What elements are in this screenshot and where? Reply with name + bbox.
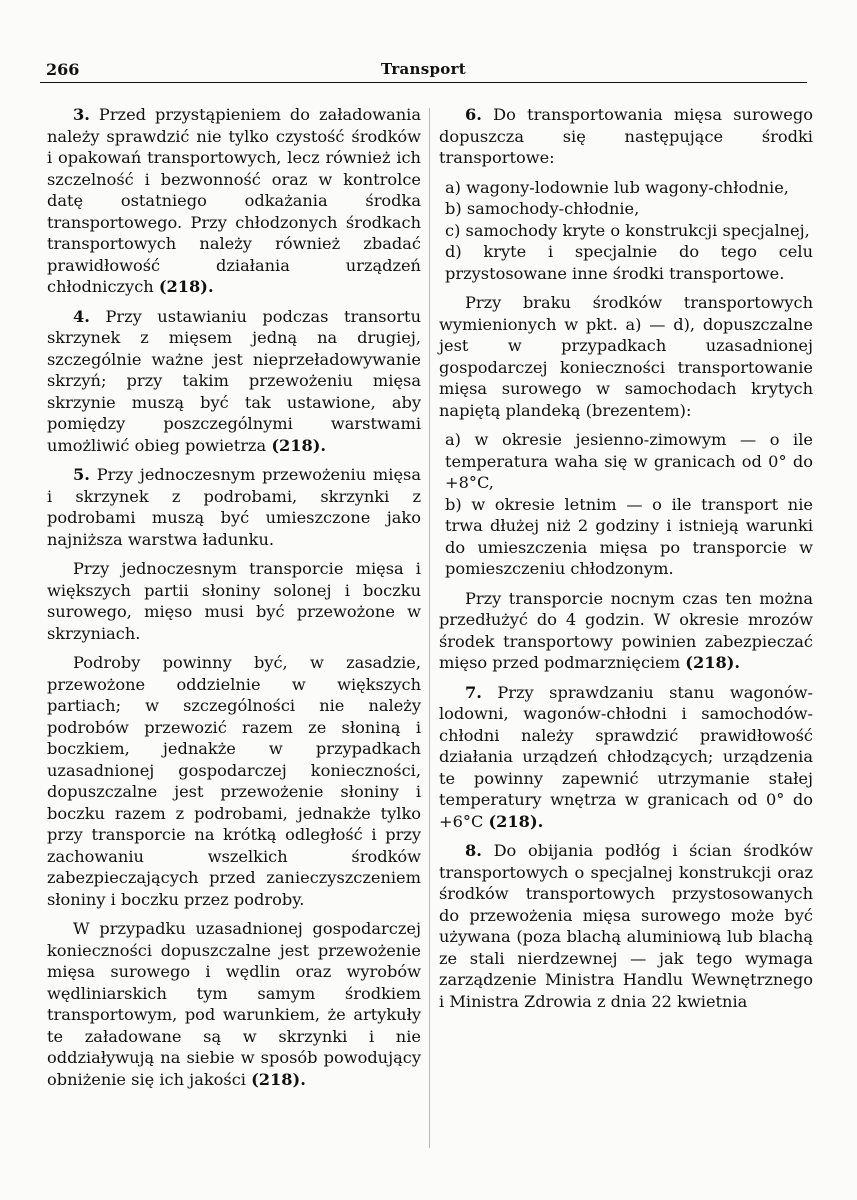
list-item: a) wagony-lodownie lub wagony-chłodnie, bbox=[445, 177, 789, 197]
paragraph-4: 4. Przy ustawianiu podczas transortu skrzynek z mięsem jedną na drugiej, szczególnie ważne jest nieprzeładowywanie skrzyń; przy takim przewożeniu mięsa skrzynie muszą być tak ustawione, aby pomiędzy poszczególnymi warstwami umożliwić obieg powietrza (218). bbox=[47, 306, 421, 455]
list-item: b) w okresie letnim — o ile transport nie trwa dłużej niż 2 godziny i istnieją warunki do umieszczenia mięsa po transporcie w pomieszczeniu chłodzonym. bbox=[445, 494, 813, 578]
page-header bbox=[40, 60, 807, 83]
list-item: c) samochody kryte o konstrukcji specjalnej, bbox=[445, 220, 810, 240]
page-number: 266 bbox=[46, 60, 80, 79]
paragraph-5b: Przy jednoczesnym transporcie mięsa i większych partii słoniny solonej i boczku surowego, mięso musi być przewożone w skrzyniach. bbox=[47, 559, 421, 643]
paragraph-7: 7. Przy sprawdzaniu stanu wagonów-lodowni, wagonów-chłodni i samochodów-chłodni należy sprawdzić prawidłowość działania urządzeń chłodzących; urządzenia te powinny zapewnić utrzymanie stałej temperatury wnętrza w granicach od 0° do +6°C (218). bbox=[439, 682, 813, 831]
running-title: Transport bbox=[380, 60, 467, 78]
list-item: b) samochody-chłodnie, bbox=[445, 199, 640, 218]
paragraph-3: 3. Przed przystąpieniem do załadowania należy sprawdzić nie tylko czystość środków i opakowań transportowych, lecz również ich szczelność i bezwonność oraz w kontrolce datę ostatniego odkażania środka transportowego. Przy chłodzonych środkach transportowych należy również zbadać prawidłowość działania urządzeń chłodniczych (218). bbox=[47, 105, 421, 296]
right-column bbox=[439, 104, 813, 1098]
paragraph-6b: Przy braku środków transportowych wymienionych w pkt. a) — d), dopuszczalne jest w przypadkach uzasadnionej gospodarczej konieczności transportowanie mięsa surowego w samochodach krytych napiętą plandeką (brezentem): bbox=[439, 293, 813, 420]
left-column bbox=[47, 104, 421, 1098]
paragraph-8: 8. Do obijania podłóg i ścian środków transportowych o specjalnej konstrukcji oraz środków transportowych przystosowanych do przewożenia mięsa surowego może być używana (poza blachą aluminiową lub blachą ze stali nierdzewnej — jak tego wymaga zarządzenie Ministra Handlu Wewnętrznego i Ministra Zdrowia z dnia 22 kwietnia bbox=[439, 841, 813, 1011]
paragraph-6c: Przy transporcie nocnym czas ten można przedłużyć do 4 godzin. W okresie mrozów środek transportowy powinien zabezpieczać mięso przed podmarznięciem (218). bbox=[439, 588, 813, 672]
paragraph-5c: Podroby powinny być, w zasadzie, przewożone oddzielnie w większych partiach; w szczególności nie należy podrobów przewozić razem ze słoniną i boczkiem, jednakże w przypadkach uzasadnionej gospodarczej konieczności, dopuszczalne jest przewożenie słoniny i boczku razem z podrobami, jednakże tylko przy transporcie na krótką odległość i przy zachowaniu wszelkich środków zabezpieczających przed zanieczyszczeniem słoniny i boczku przez podroby. bbox=[47, 653, 421, 909]
list-item: a) w okresie jesienno-zimowym — o ile temperatura waha się w granicach od 0° do +8°C, bbox=[445, 430, 813, 492]
list-item: d) kryte i specjalnie do tego celu przystosowane inne środki transportowe. bbox=[445, 242, 813, 283]
paragraph-5d: W przypadku uzasadnionej gospodarczej konieczności dopuszczalne jest przewożenie mięsa surowego i wędlin oraz wyrobów wędliniarskich tym samym środkiem transportowym, pod warunkiem, że artykuły te załadowane są w skrzynki i nie oddziaływują na siebie w sposób powodujący obniżenie się ich jakości (218). bbox=[47, 919, 421, 1089]
paragraph-6: 6. Do transportowania mięsa surowego dopuszcza się następujące środki transportowe: bbox=[439, 105, 813, 167]
paragraph-5: 5. Przy jednoczesnym przewożeniu mięsa i skrzynek z podrobami, skrzynki z podrobami muszą być umieszczone jako najniższa warstwa ładunku. bbox=[47, 465, 421, 549]
text-columns bbox=[47, 104, 813, 1098]
